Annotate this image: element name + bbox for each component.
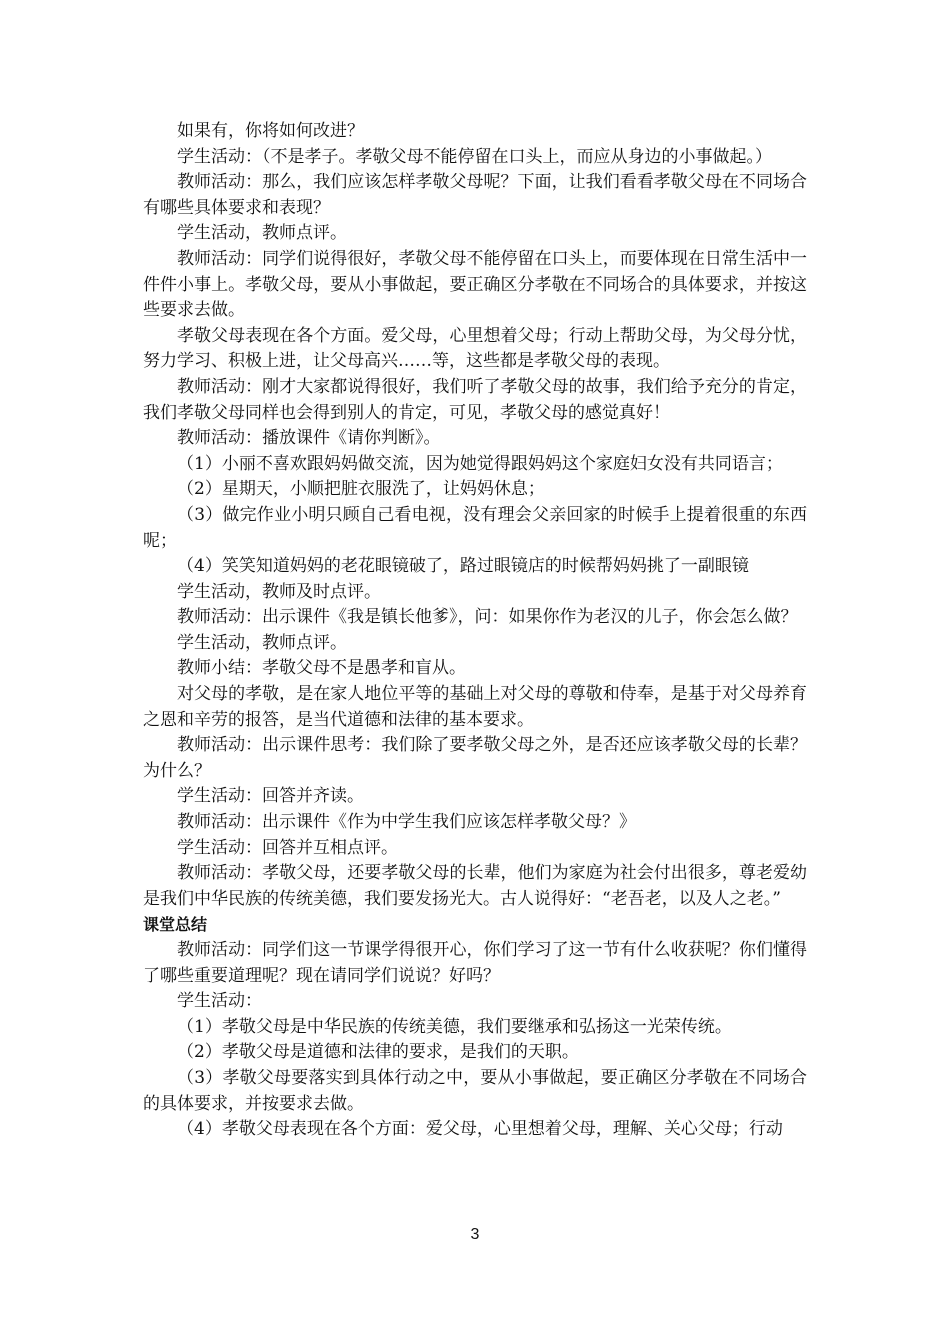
paragraph: 教师活动：出示课件思考：我们除了要孝敬父母之外，是否还应该孝敬父母的长辈？为什么？ <box>143 735 807 781</box>
paragraph: （4）孝敬父母表现在各个方面：爱父母，心里想着父母，理解、关心父母；行动 <box>177 1119 783 1140</box>
paragraph: （2）孝敬父母是道德和法律的要求，是我们的天职。 <box>177 1042 579 1063</box>
paragraph: （4）笑笑知道妈妈的老花眼镜破了，路过眼镜店的时候帮妈妈挑了一副眼镜 <box>177 556 749 577</box>
paragraph: （1）小丽不喜欢跟妈妈做交流，因为她觉得跟妈妈这个家庭妇女没有共同语言； <box>177 453 783 474</box>
paragraph: （1）孝敬父母是中华民族的传统美德，我们要继承和弘扬这一光荣传统。 <box>177 1016 732 1037</box>
paragraph: 如果有，你将如何改进？ <box>177 121 364 141</box>
paragraph: 教师活动：同学们说得很好，孝敬父母不能停留在口头上，而要体现在日常生活中一件件小事上。孝敬父母，要从小事做起，要正确区分孝敬在不同场合的具体要求，并按这些要求去做。 <box>143 248 807 321</box>
paragraph: 对父母的孝敬，是在家人地位平等的基础上对父母的尊敬和侍奉，是基于对父母养育之恩和辛劳的报答，是当代道德和法律的基本要求。 <box>143 684 807 730</box>
paragraph: 教师活动：孝敬父母，还要孝敬父母的长辈，他们为家庭为社会付出很多，尊老爱幼是我们中华民族的传统美德，我们要发扬光大。古人说得好：“老吾老，以及人之老。” <box>143 863 807 909</box>
paragraph: 学生活动：回答并互相点评。 <box>177 837 398 858</box>
paragraph: 学生活动，教师及时点评。 <box>177 581 381 602</box>
document-body <box>143 119 807 1143</box>
paragraph: 学生活动，教师点评。 <box>177 632 347 653</box>
paragraph: （3）做完作业小明只顾自己看电视，没有理会父亲回家的时候手上提着很重的东西呢； <box>143 504 807 551</box>
paragraph: 学生活动：回答并齐读。 <box>177 786 364 807</box>
page-number: 3 <box>470 1226 480 1243</box>
paragraph: （2）星期天，小顺把脏衣服洗了，让妈妈休息； <box>177 479 545 500</box>
paragraph: 教师活动：播放课件《请你判断》。 <box>177 428 441 449</box>
paragraph: 教师活动：出示课件《我是镇长他爹》，问：如果你作为老汉的儿子，你会怎么做？ <box>177 607 798 628</box>
paragraph: 教师活动：那么，我们应该怎样孝敬父母呢？下面，让我们看看孝敬父母在不同场合有哪些具体要求和表现？ <box>143 172 807 218</box>
paragraph: 学生活动，教师点评。 <box>177 223 347 244</box>
paragraph: 教师小结：孝敬父母不是愚孝和盲从。 <box>177 658 466 679</box>
paragraph: （3）孝敬父母要落实到具体行动之中，要从小事做起，要正确区分孝敬在不同场合的具体要求，并按要求去做。 <box>143 1067 807 1114</box>
paragraph: 孝敬父母表现在各个方面。爱父母，心里想着父母；行动上帮助父母，为父母分忧，努力学习、积极上进，让父母高兴……等，这些都是孝敬父母的表现。 <box>143 325 807 372</box>
paragraph: 学生活动：（不是孝子。孝敬父母不能停留在口头上，而应从身边的小事做起。） <box>177 146 772 167</box>
paragraph: 学生活动： <box>177 991 262 1012</box>
section-heading: 课堂总结 <box>143 915 208 935</box>
paragraph: 教师活动：出示课件《作为中学生我们应该怎样孝敬父母？》 <box>177 812 636 833</box>
paragraph: 教师活动：同学们这一节课学得很开心，你们学习了这一节有什么收获呢？你们懂得了哪些重要道理呢？现在请同学们说说？好吗？ <box>143 940 807 986</box>
paragraph: 教师活动：刚才大家都说得很好，我们听了孝敬父母的故事，我们给予充分的肯定，我们孝敬父母同样也会得到别人的肯定，可见，孝敬父母的感觉真好！ <box>143 376 807 423</box>
